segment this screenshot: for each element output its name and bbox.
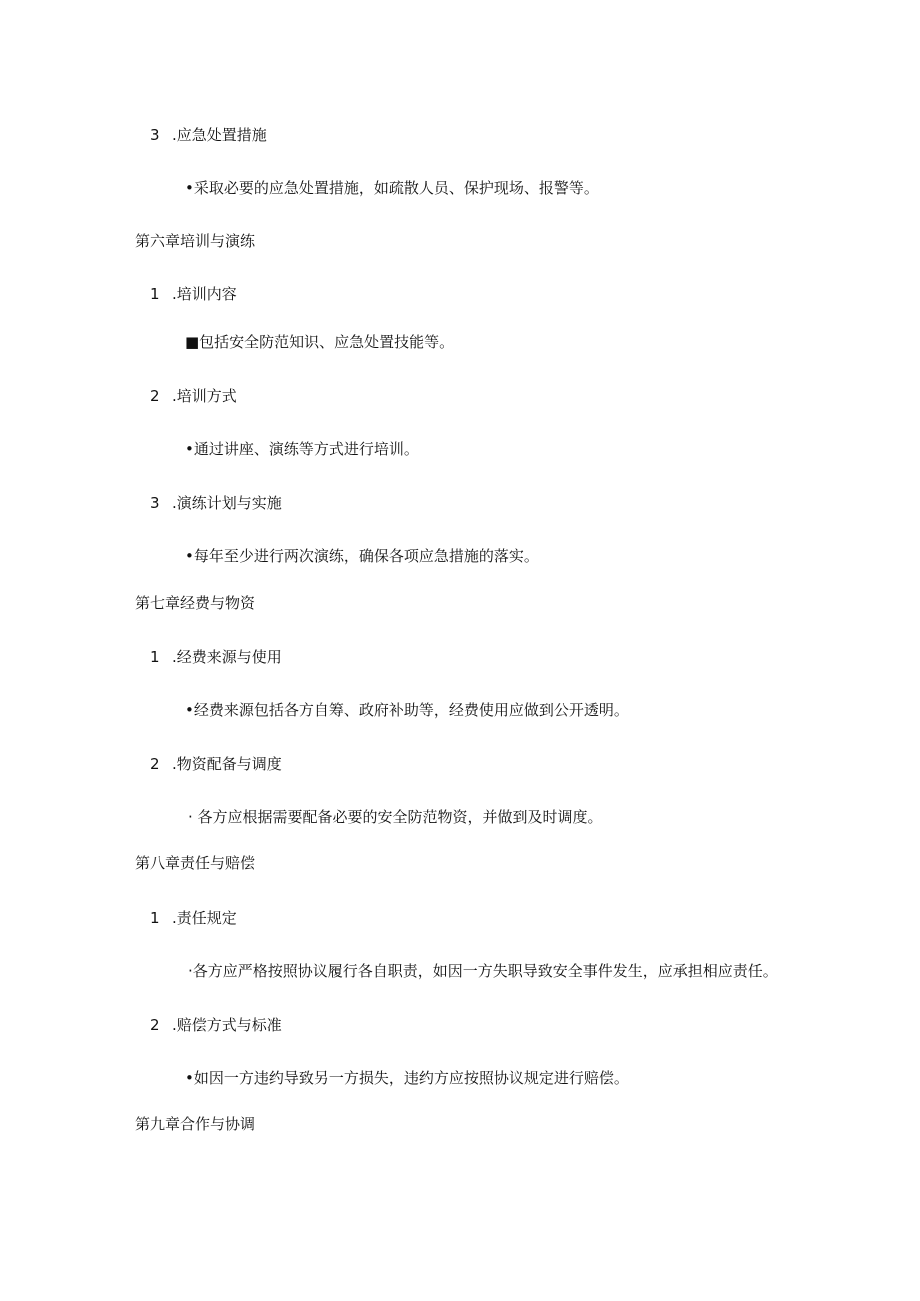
item-number: 1	[150, 648, 160, 666]
bullet-paragraph: ·各方应严格按照协议履行各自职责，如因一方失职导致安全事件发生，应承担相应责任。	[188, 962, 778, 980]
chapter-heading: 第七章经费与物资	[135, 594, 256, 612]
item-number: 1	[150, 285, 160, 303]
bullet-paragraph: •每年至少进行两次演练，确保各项应急措施的落实。	[185, 547, 539, 565]
item-number: 2	[150, 387, 160, 405]
bullet-paragraph: •经费来源包括各方自筹、政府补助等，经费使用应做到公开透明。	[185, 701, 629, 719]
item-title: .责任规定	[172, 909, 237, 927]
item-title: .经费来源与使用	[172, 648, 282, 666]
chapter-heading: 第九章合作与协调	[135, 1115, 256, 1133]
bullet-paragraph: ■包括安全防范知识、应急处置技能等。	[185, 333, 455, 351]
bullet-paragraph: •通过讲座、演练等方式进行培训。	[185, 440, 419, 458]
chapter-heading: 第六章培训与演练	[135, 232, 256, 250]
item-number: 3	[150, 126, 160, 144]
item-title: .应急处置措施	[172, 126, 267, 144]
item-title: .演练计划与实施	[172, 494, 282, 512]
item-number: 3	[150, 494, 160, 512]
item-title: .培训内容	[172, 285, 237, 303]
item-title: .赔偿方式与标准	[172, 1016, 282, 1034]
item-number: 2	[150, 1016, 160, 1034]
bullet-paragraph: · 各方应根据需要配备必要的安全防范物资，并做到及时调度。	[188, 808, 603, 826]
item-number: 1	[150, 909, 160, 927]
chapter-heading: 第八章责任与赔偿	[135, 854, 256, 872]
item-title: .培训方式	[172, 387, 237, 405]
item-number: 2	[150, 755, 160, 773]
bullet-paragraph: •如因一方违约导致另一方损失，违约方应按照协议规定进行赔偿。	[185, 1069, 629, 1087]
bullet-paragraph: •采取必要的应急处置措施，如疏散人员、保护现场、报警等。	[185, 179, 599, 197]
item-title: .物资配备与调度	[172, 755, 282, 773]
